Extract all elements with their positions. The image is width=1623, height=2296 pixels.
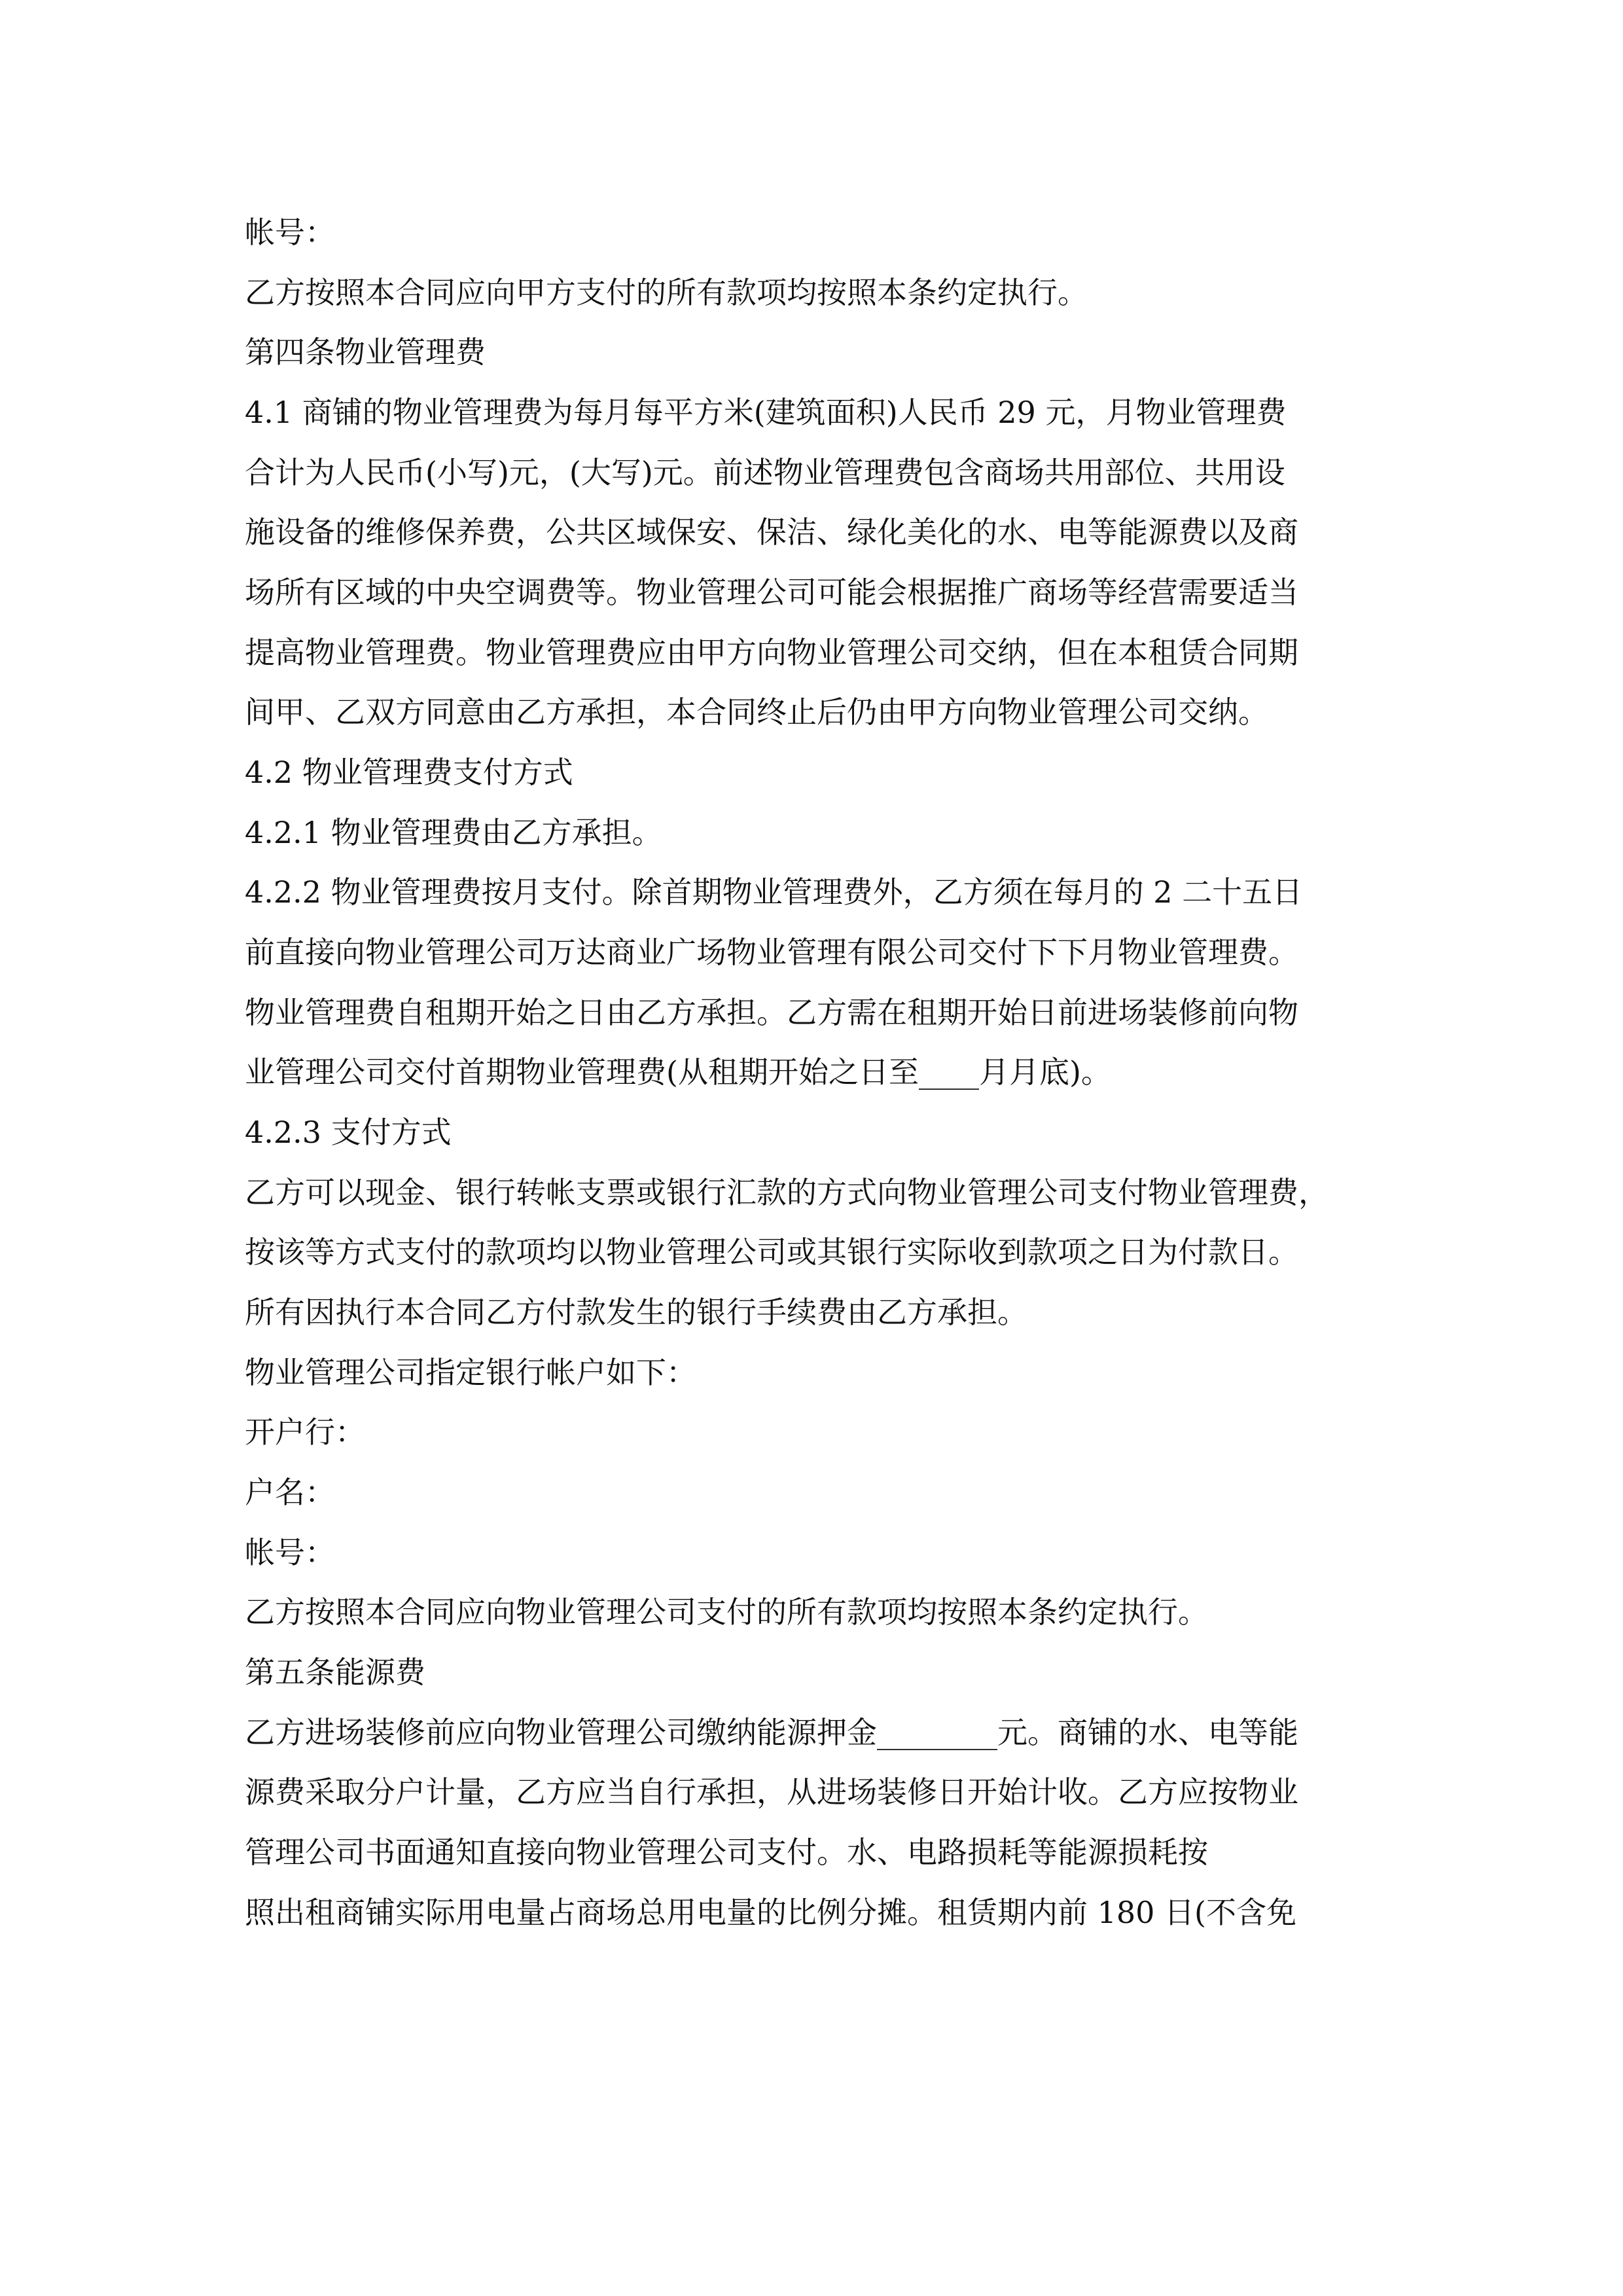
section-heading: 第四条物业管理费 [245,334,486,370]
text-line: 合计为人民币(小写)元，(大写)元。前述物业管理费包含商场共用部位、共用设 [245,455,1285,490]
text-line: 户名： [245,1475,335,1510]
text-line: 施设备的维修保养费，公共区域保安、保洁、绿化美化的水、电等能源费以及商 [245,514,1298,550]
text-line: 4.1 商铺的物业管理费为每月每平方米(建筑面积)人民币 29 元，月物业管理费 [245,395,1287,430]
text-line: 物业管理公司指定银行帐户如下： [245,1355,696,1390]
text-line: 乙方可以现金、银行转帐支票或银行汇款的方式向物业管理公司支付物业管理费， [245,1175,1329,1210]
text-line: 前直接向物业管理公司万达商业广场物业管理有限公司交付下下月物业管理费。 [245,935,1298,970]
subsection-heading: 4.2 物业管理费支付方式 [245,755,573,790]
text-line: 管理公司书面通知直接向物业管理公司支付。水、电路损耗等能源损耗按 [245,1835,1208,1870]
text-line: 业管理公司交付首期物业管理费(从租期开始之日至____月月底)。 [245,1054,1111,1090]
text-line: 间甲、乙双方同意由乙方承担，本合同终止后仍由甲方向物业管理公司交纳。 [245,694,1268,730]
text-line: 乙方进场装修前应向物业管理公司缴纳能源押金________元。商铺的水、电等能 [245,1715,1298,1750]
text-line: 乙方按照本合同应向甲方支付的所有款项均按照本条约定执行。 [245,275,1088,310]
text-line: 场所有区域的中央空调费等。物业管理公司可能会根据推广商场等经营需要适当 [245,575,1298,610]
text-line: 帐号： [245,1535,335,1570]
text-line: 物业管理费自租期开始之日由乙方承担。乙方需在租期开始日前进场装修前向物 [245,995,1298,1030]
subsection-heading: 4.2.3 支付方式 [245,1115,452,1150]
text-line: 源费采取分户计量，乙方应当自行承担，从进场装修日开始计收。乙方应按物业 [245,1774,1298,1810]
text-line: 帐号： [245,215,335,250]
text-line: 按该等方式支付的款项均以物业管理公司或其银行实际收到款项之日为付款日。 [245,1234,1298,1270]
text-line: 4.2.1 物业管理费由乙方承担。 [245,815,662,850]
text-line: 提高物业管理费。物业管理费应由甲方向物业管理公司交纳，但在本租赁合同期 [245,635,1298,670]
text-line: 照出租商铺实际用电量占商场总用电量的比例分摊。租赁期内前 180 日(不含免 [245,1895,1296,1930]
text-line: 开户行： [245,1414,365,1450]
text-line: 所有因执行本合同乙方付款发生的银行手续费由乙方承担。 [245,1295,1027,1330]
text-line: 乙方按照本合同应向物业管理公司支付的所有款项均按照本条约定执行。 [245,1594,1208,1630]
section-heading: 第五条能源费 [245,1655,425,1690]
text-line: 4.2.2 物业管理费按月支付。除首期物业管理费外，乙方须在每月的 2 二十五日 [245,874,1303,910]
